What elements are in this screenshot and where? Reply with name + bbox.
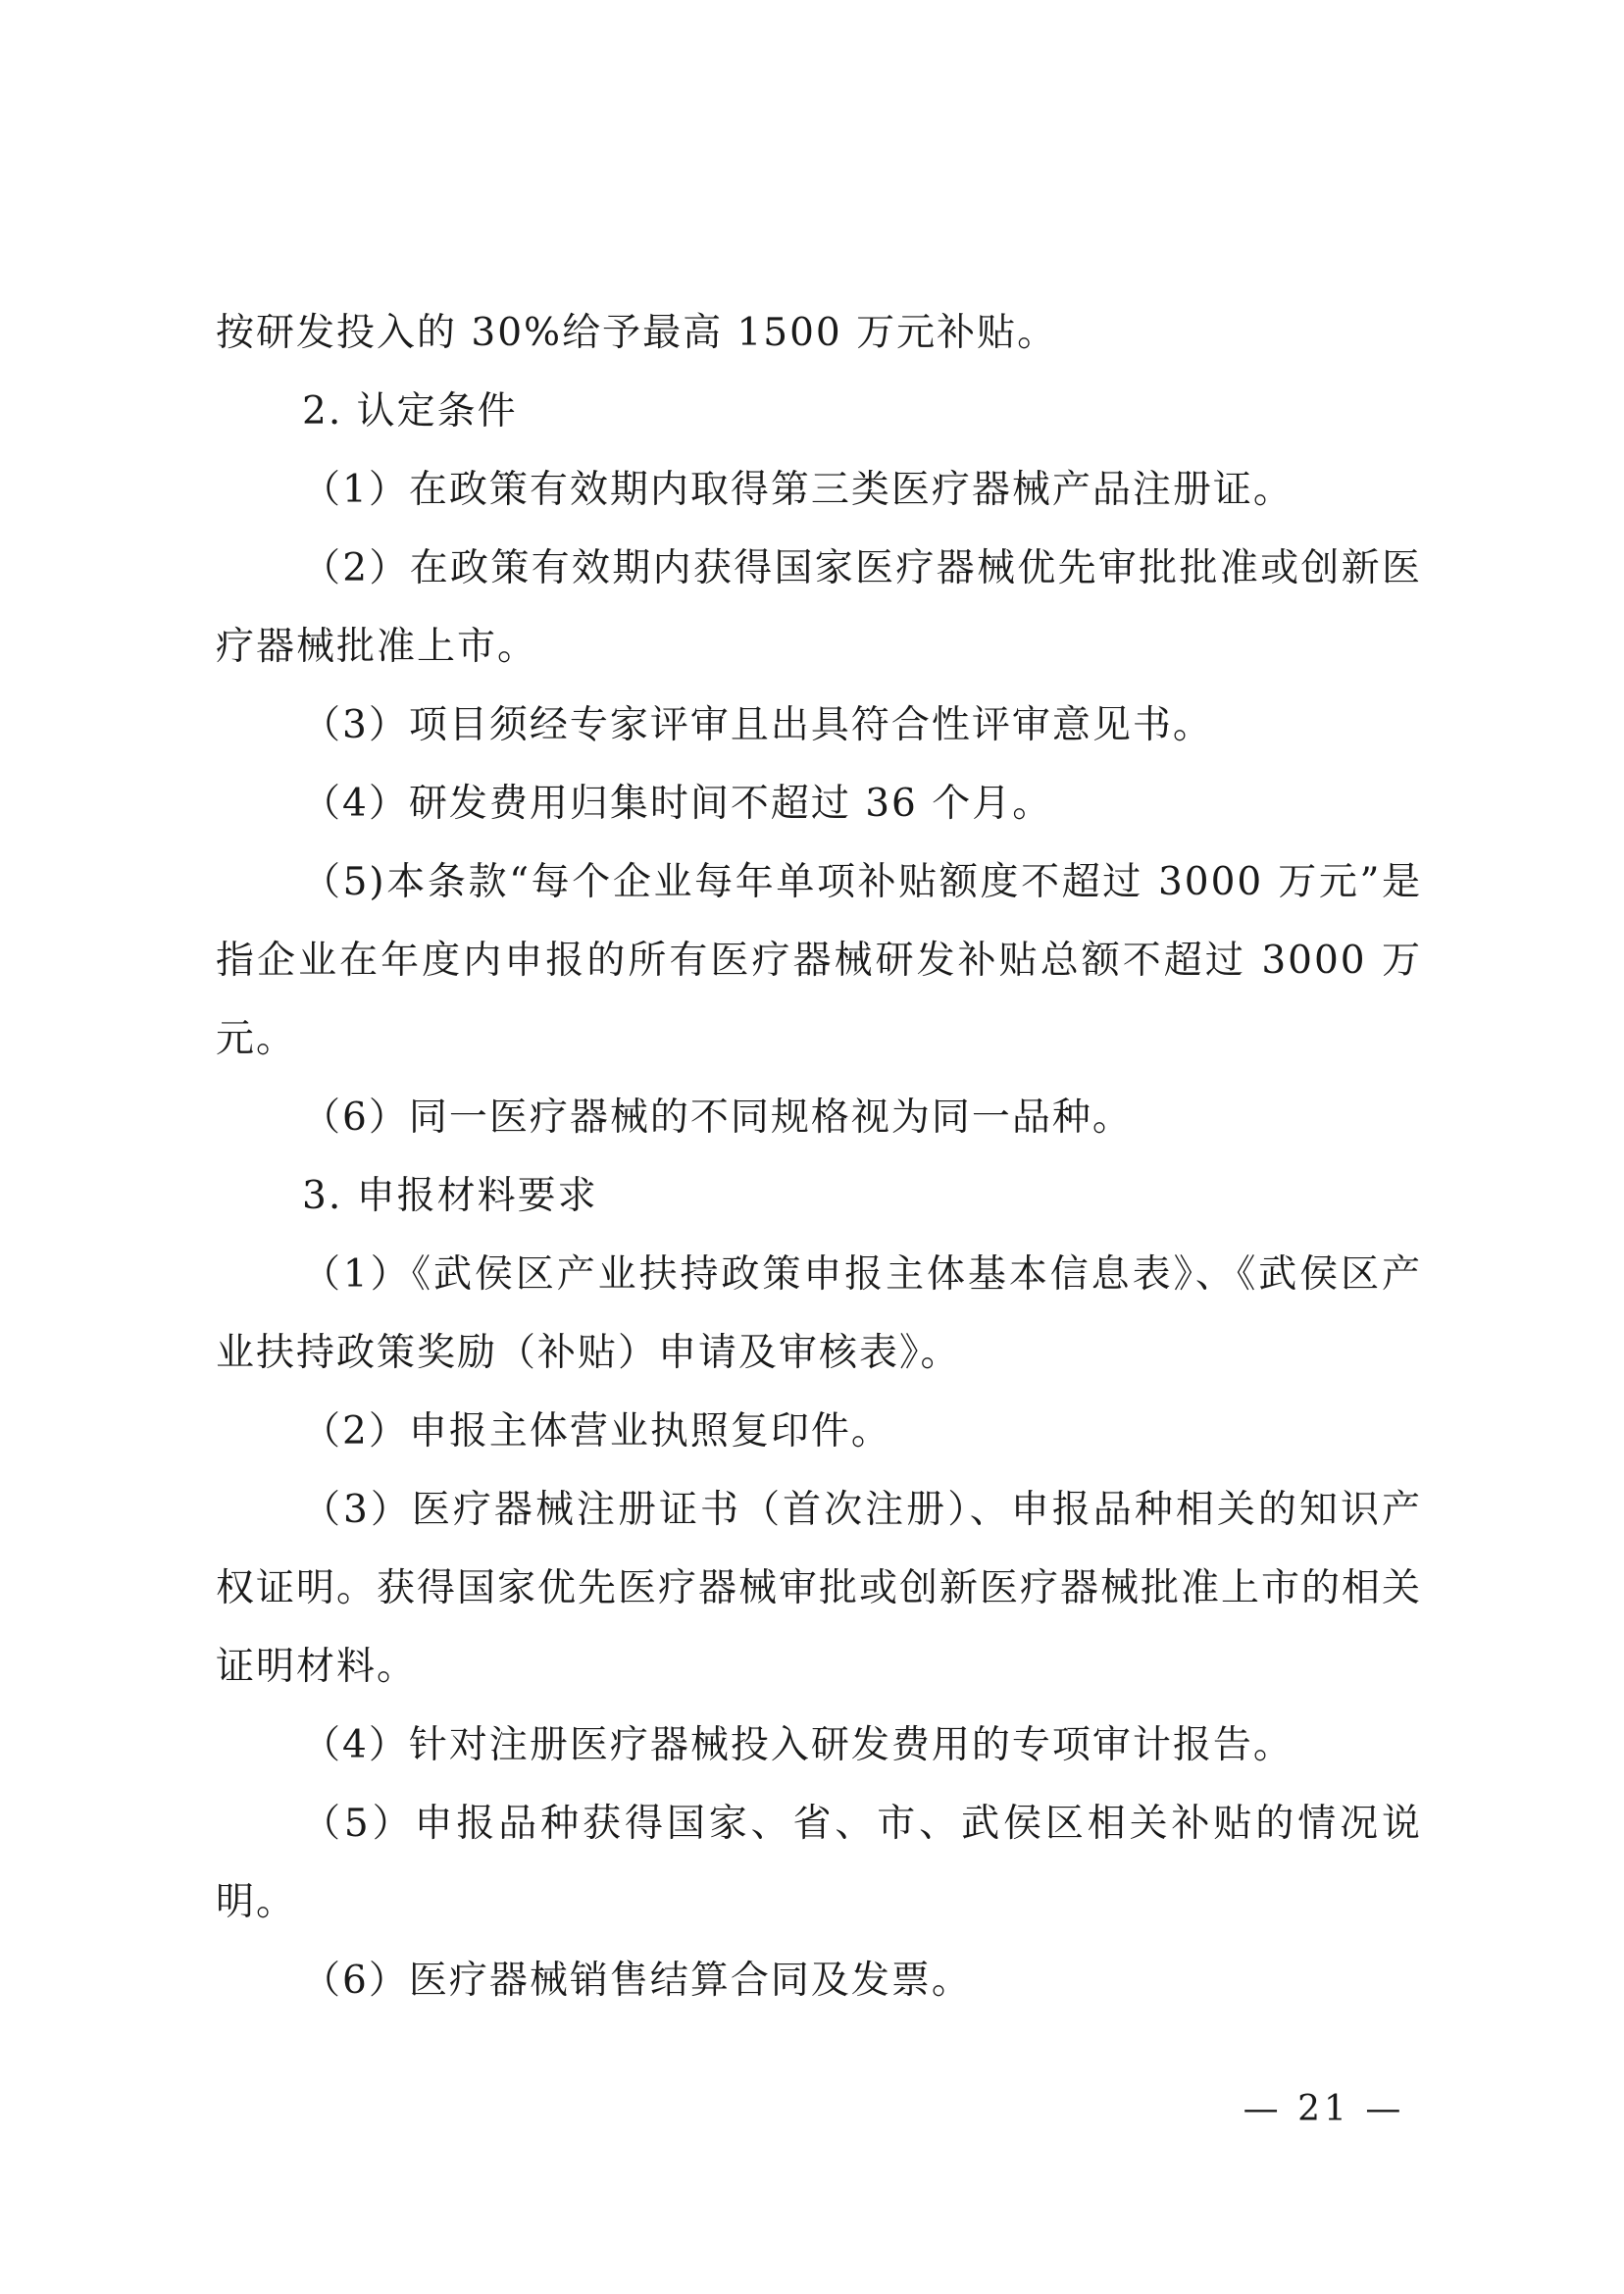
criteria-item-2: （2）在政策有效期内获得国家医疗器械优先审批批准或创新医疗器械批准上市。 — [216, 546, 1422, 669]
criteria-item-3: （3）项目须经专家评审且出具符合性评审意见书。 — [302, 703, 1213, 747]
criteria-item-1: （1）在政策有效期内取得第三类医疗器械产品注册证。 — [302, 468, 1294, 512]
page-number: — 21 — — [1243, 2089, 1405, 2129]
materials-item-1: （1）《武侯区产业扶持政策申报主体基本信息表》、《武侯区产业扶持政策奖励（补贴）申请及审核表》。 — [216, 1252, 1422, 1375]
materials-item-4: （4）针对注册医疗器械投入研发费用的专项审计报告。 — [302, 1723, 1294, 1767]
materials-item-5: （5）申报品种获得国家、省、市、武侯区相关补贴的情况说明。 — [216, 1802, 1422, 1924]
criteria-item-5: （5)本条款“每个企业每年单项补贴额度不超过 3000 万元”是指企业在年度内申报的所有医疗器械研发补贴总额不超过 3000 万元。 — [216, 860, 1422, 1061]
heading-materials: 3. 申报材料要求 — [302, 1174, 598, 1218]
criteria-item-6: （6）同一医疗器械的不同规格视为同一品种。 — [302, 1096, 1133, 1140]
materials-item-6: （6）医疗器械销售结算合同及发票。 — [302, 1959, 972, 2003]
materials-item-2: （2）申报主体营业执照复印件。 — [302, 1409, 891, 1453]
body-text — [216, 294, 1422, 2020]
paragraph-subsidy-continuation: 按研发投入的 30%给予最高 1500 万元补贴。 — [216, 311, 1058, 355]
materials-item-3: （3）医疗器械注册证书（首次注册）、申报品种相关的知识产权证明。获得国家优先医疗器械审批或创新医疗器械批准上市的相关证明材料。 — [216, 1488, 1423, 1689]
criteria-item-4: （4）研发费用归集时间不超过 36 个月。 — [302, 782, 1053, 826]
heading-criteria: 2. 认定条件 — [302, 389, 518, 433]
